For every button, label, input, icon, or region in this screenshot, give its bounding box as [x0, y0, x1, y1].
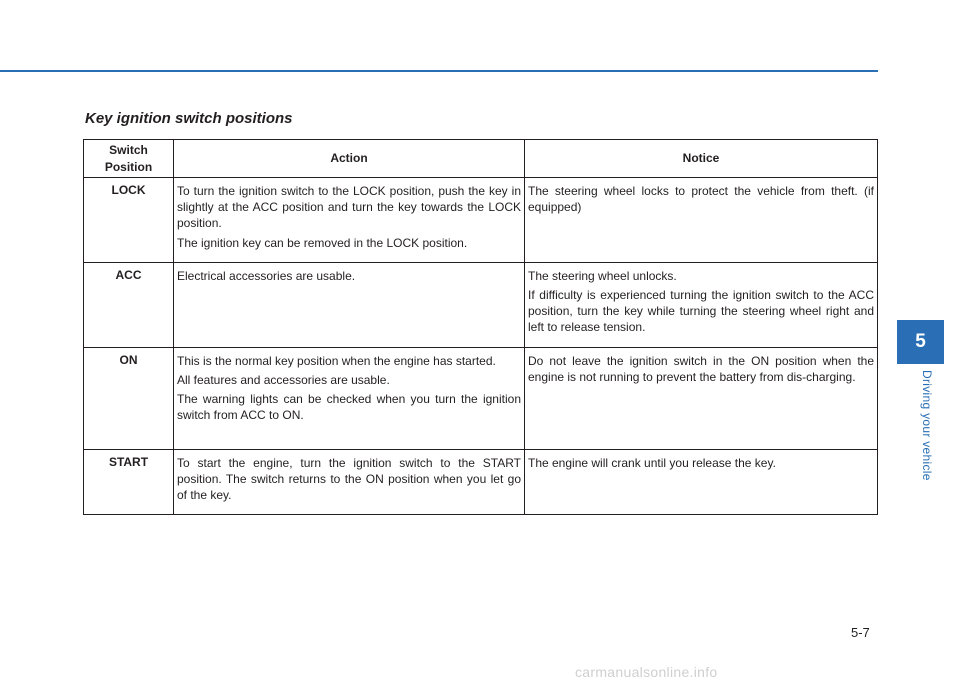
- action-text: This is the normal key position when the engine has started.: [177, 353, 496, 368]
- action-text: The ignition key can be removed in the LOCK position.: [177, 235, 468, 250]
- switch-position: ON: [84, 347, 174, 449]
- action-text: To turn the ignition switch to the LOCK position, push the key in slightly at the ACC position and turn the key towards the LOCK position.: [177, 184, 521, 231]
- ignition-positions-table: [83, 139, 878, 515]
- notice-cell: [525, 347, 878, 449]
- action-cell: [174, 262, 525, 347]
- table-header-row: [84, 140, 878, 178]
- action-cell: [174, 449, 525, 515]
- notice-cell: [525, 449, 878, 515]
- table-row: [84, 449, 878, 515]
- notice-text: If difficulty is experienced turning the ignition switch to the ACC position, turn the key while turning the steering wheel right and left to release tension.: [528, 287, 874, 335]
- table-row: [84, 178, 878, 263]
- notice-text: The steering wheel locks to protect the vehicle from theft. (if equipped): [528, 184, 874, 215]
- table-row: [84, 262, 878, 347]
- page-number: 5-7: [851, 625, 870, 640]
- action-cell: [174, 178, 525, 263]
- header-switch-position: Switch Position: [84, 140, 174, 178]
- notice-cell: [525, 262, 878, 347]
- notice-text: The engine will crank until you release the key.: [528, 455, 776, 470]
- notice-text: The steering wheel unlocks.: [528, 268, 677, 283]
- action-text: To start the engine, turn the ignition switch to the START position. The switch returns to the ON position when you let go of the key.: [177, 455, 521, 502]
- chapter-label: Driving your vehicle: [920, 370, 934, 481]
- watermark: carmanualsonline.info: [575, 664, 718, 680]
- switch-position: START: [84, 449, 174, 515]
- action-text: The warning lights can be checked when you turn the ignition switch from ACC to ON.: [177, 391, 521, 423]
- notice-text: Do not leave the ignition switch in the ON position when the engine is not running to prevent the battery from dis-charging.: [528, 353, 874, 384]
- header-rule: [0, 70, 878, 72]
- header-notice: Notice: [525, 140, 878, 178]
- action-text: Electrical accessories are usable.: [177, 268, 356, 283]
- section-title: Key ignition switch positions: [85, 110, 293, 127]
- table-row: [84, 347, 878, 449]
- chapter-tab: 5: [897, 320, 944, 364]
- switch-position: ACC: [84, 262, 174, 347]
- action-text: All features and accessories are usable.: [177, 372, 390, 387]
- action-cell: [174, 347, 525, 449]
- header-action: Action: [174, 140, 525, 178]
- switch-position: LOCK: [84, 178, 174, 263]
- notice-cell: [525, 178, 878, 263]
